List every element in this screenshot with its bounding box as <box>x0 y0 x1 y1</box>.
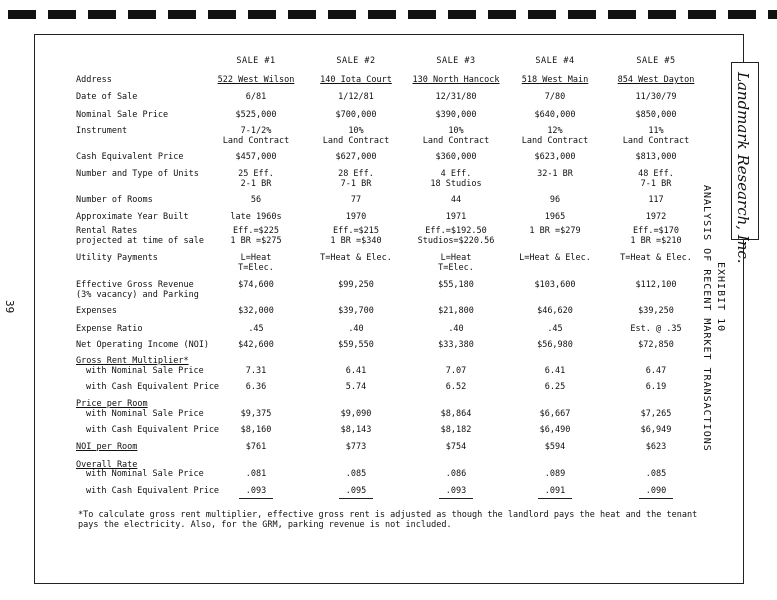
table-cell: $6,490 <box>539 425 571 435</box>
row-label: Gross Rent Multiplier* <box>76 356 189 366</box>
side-title: ANALYSIS OF RECENT MARKET TRANSACTIONS <box>701 185 712 452</box>
table-cell: 1/12/81 <box>338 92 374 102</box>
table-cell: 6.47 <box>645 366 667 376</box>
binding-hole <box>648 10 676 19</box>
table-cell: Eff.=$170 1 BR =$210 <box>630 226 682 246</box>
binding-hole <box>568 10 596 19</box>
table-cell: 518 West Main <box>521 75 589 85</box>
table-cell: L=Heat T=Elec. <box>238 253 274 273</box>
row-label: Address <box>76 75 112 85</box>
row-label: Expenses <box>76 306 117 316</box>
table-cell: 6.41 <box>345 366 367 376</box>
table-cell: $32,000 <box>238 306 274 316</box>
table-cell: 7/80 <box>544 92 566 102</box>
column-end-rule <box>538 498 572 499</box>
table-cell: .40 <box>348 324 364 334</box>
table-cell: .093 <box>445 486 467 496</box>
row-label: Rental Rates projected at time of sale <box>76 226 204 246</box>
table-cell: Est. @ .35 <box>630 324 682 334</box>
table-cell: .091 <box>544 486 566 496</box>
binding-hole <box>368 10 396 19</box>
row-label: Overall Rate <box>76 460 138 470</box>
table-cell: 1972 <box>645 212 667 222</box>
row-label: Utility Payments <box>76 253 158 263</box>
table-cell: $8,182 <box>440 425 472 435</box>
table-cell: $74,600 <box>238 280 274 290</box>
table-cell: 28 Eff. 7-1 BR <box>338 169 374 189</box>
table-cell: $55,180 <box>438 280 474 290</box>
table-cell: .089 <box>544 469 566 479</box>
row-label: Approximate Year Built <box>76 212 189 222</box>
sale-header: SALE #1 <box>236 56 276 66</box>
table-cell: late 1960s <box>230 212 282 222</box>
table-cell: 7-1/2% Land Contract <box>222 126 290 146</box>
table-cell: .090 <box>645 486 667 496</box>
table-cell: $46,620 <box>537 306 573 316</box>
table-cell: .085 <box>345 469 367 479</box>
table-cell: 522 West Wilson <box>217 75 295 85</box>
table-cell: .085 <box>645 469 667 479</box>
binding-hole <box>728 10 756 19</box>
column-end-rule <box>339 498 373 499</box>
table-cell: 1965 <box>544 212 566 222</box>
table-cell: 5.74 <box>345 382 367 392</box>
table-cell: 6.36 <box>245 382 267 392</box>
table-cell: $9,375 <box>240 409 272 419</box>
table-cell: 7.07 <box>445 366 467 376</box>
table-cell: $6,667 <box>539 409 571 419</box>
binding-hole <box>128 10 156 19</box>
table-cell: $525,000 <box>235 110 277 120</box>
table-cell: 96 <box>549 195 561 205</box>
sale-header: SALE #4 <box>535 56 575 66</box>
table-cell: 854 West Dayton <box>617 75 695 85</box>
row-label: with Nominal Sale Price <box>86 409 204 419</box>
row-label: Instrument <box>76 126 128 136</box>
table-cell: 48 Eff. 7-1 BR <box>638 169 674 189</box>
table-cell: 7.31 <box>245 366 267 376</box>
row-label: Date of Sale <box>76 92 138 102</box>
table-cell: L=Heat & Elec. <box>519 253 591 263</box>
page-number: 39 <box>3 300 16 314</box>
row-label: with Cash Equivalent Price <box>86 382 220 392</box>
table-cell: $457,000 <box>235 152 277 162</box>
table-cell: $8,143 <box>340 425 372 435</box>
table-cell: 6.19 <box>645 382 667 392</box>
table-cell: .086 <box>445 469 467 479</box>
binding-hole <box>48 10 76 19</box>
row-label: NOI per Room <box>76 442 138 452</box>
binding-hole <box>768 10 777 19</box>
table-cell: $21,800 <box>438 306 474 316</box>
table-cell: T=Heat & Elec. <box>320 253 392 263</box>
table-cell: 11/30/79 <box>635 92 677 102</box>
row-label: with Cash Equivalent Price <box>86 425 220 435</box>
table-cell: 117 <box>648 195 664 205</box>
binding-hole <box>408 10 436 19</box>
binding-hole <box>688 10 716 19</box>
row-label: Nominal Sale Price <box>76 110 169 120</box>
table-cell: $42,600 <box>238 340 274 350</box>
table-cell: .45 <box>248 324 264 334</box>
table-cell: 56 <box>250 195 262 205</box>
column-end-rule <box>239 498 273 499</box>
table-cell: $56,980 <box>537 340 573 350</box>
table-cell: $700,000 <box>335 110 377 120</box>
row-label: Cash Equivalent Price <box>76 152 184 162</box>
exhibit-label: EXHIBIT 10 <box>715 262 726 333</box>
table-cell: $754 <box>445 442 467 452</box>
table-cell: $813,000 <box>635 152 677 162</box>
binding-holes <box>0 10 777 22</box>
table-cell: 6.25 <box>544 382 566 392</box>
table-cell: .45 <box>547 324 563 334</box>
table-cell: $103,600 <box>534 280 576 290</box>
table-cell: 44 <box>450 195 462 205</box>
table-cell: 77 <box>350 195 362 205</box>
table-cell: 6.41 <box>544 366 566 376</box>
row-label: Number and Type of Units <box>76 169 199 179</box>
row-label: with Nominal Sale Price <box>86 469 204 479</box>
table-cell: $99,250 <box>338 280 374 290</box>
table-cell: Eff.=$215 1 BR =$340 <box>330 226 382 246</box>
table-cell: 12/31/80 <box>435 92 477 102</box>
table-cell: $8,864 <box>440 409 472 419</box>
binding-hole <box>528 10 556 19</box>
table-cell: $33,380 <box>438 340 474 350</box>
binding-hole <box>608 10 636 19</box>
table-cell: .095 <box>345 486 367 496</box>
table-cell: $627,000 <box>335 152 377 162</box>
row-label: Effective Gross Revenue (3% vacancy) and Parking <box>76 280 199 300</box>
table-cell: 130 North Hancock <box>412 75 500 85</box>
table-cell: 4 Eff. 18 Studios <box>430 169 482 189</box>
footnote: *To calculate gross rent multiplier, effective gross rent is adjusted as though the landlord pays the heat and the tenant pays the electricity. Also, for the GRM, parking revenue is not included. <box>78 510 698 530</box>
table-cell: $112,100 <box>635 280 677 290</box>
table-cell: Eff.=$192.50 Studios=$220.56 <box>417 226 495 246</box>
binding-hole <box>88 10 116 19</box>
table-cell: $390,000 <box>435 110 477 120</box>
table-cell: T=Heat & Elec. <box>620 253 692 263</box>
row-label: with Nominal Sale Price <box>86 366 204 376</box>
table-cell: 32-1 BR <box>537 169 573 179</box>
table-cell: 10% Land Contract <box>422 126 490 146</box>
table-cell: 1970 <box>345 212 367 222</box>
company-stamp-text: Landmark Research, Inc. <box>734 72 752 264</box>
table-cell: $360,000 <box>435 152 477 162</box>
table-cell: $623,000 <box>534 152 576 162</box>
table-cell: 140 Iota Court <box>320 75 392 85</box>
table-cell: Eff.=$225 1 BR =$275 <box>230 226 282 246</box>
table-cell: $594 <box>544 442 566 452</box>
table-cell: .081 <box>245 469 267 479</box>
table-cell: $6,949 <box>640 425 672 435</box>
row-label: with Cash Equivalent Price <box>86 486 220 496</box>
table-cell: 6/81 <box>245 92 267 102</box>
table-cell: $7,265 <box>640 409 672 419</box>
table-cell: $59,550 <box>338 340 374 350</box>
table-cell: $623 <box>645 442 667 452</box>
table-cell: $9,090 <box>340 409 372 419</box>
table-cell: .093 <box>245 486 267 496</box>
table-cell: L=Heat T=Elec. <box>438 253 474 273</box>
row-label: Net Operating Income (NOI) <box>76 340 210 350</box>
table-cell: $640,000 <box>534 110 576 120</box>
binding-hole <box>488 10 516 19</box>
column-end-rule <box>639 498 673 499</box>
sale-header: SALE #5 <box>636 56 676 66</box>
binding-hole <box>208 10 236 19</box>
table-cell: 12% Land Contract <box>521 126 589 146</box>
table-cell: 1 BR =$279 <box>529 226 581 236</box>
binding-hole <box>328 10 356 19</box>
binding-hole <box>8 10 36 19</box>
table-cell: 11% Land Contract <box>622 126 690 146</box>
table-cell: 25 Eff. 2-1 BR <box>238 169 274 189</box>
table-cell: $8,160 <box>240 425 272 435</box>
table-cell: 10% Land Contract <box>322 126 390 146</box>
table-cell: $39,700 <box>338 306 374 316</box>
table-cell: $773 <box>345 442 367 452</box>
binding-hole <box>288 10 316 19</box>
table-cell: .40 <box>448 324 464 334</box>
sale-header: SALE #3 <box>436 56 476 66</box>
table-cell: $72,850 <box>638 340 674 350</box>
row-label: Expense Ratio <box>76 324 143 334</box>
binding-hole <box>448 10 476 19</box>
table-cell: $850,000 <box>635 110 677 120</box>
table-cell: 6.52 <box>445 382 467 392</box>
sale-header: SALE #2 <box>336 56 376 66</box>
row-label: Number of Rooms <box>76 195 153 205</box>
binding-hole <box>168 10 196 19</box>
column-end-rule <box>439 498 473 499</box>
table-cell: $39,250 <box>638 306 674 316</box>
row-label: Price per Room <box>76 399 148 409</box>
binding-hole <box>248 10 276 19</box>
table-cell: 1971 <box>445 212 467 222</box>
table-cell: $761 <box>245 442 267 452</box>
